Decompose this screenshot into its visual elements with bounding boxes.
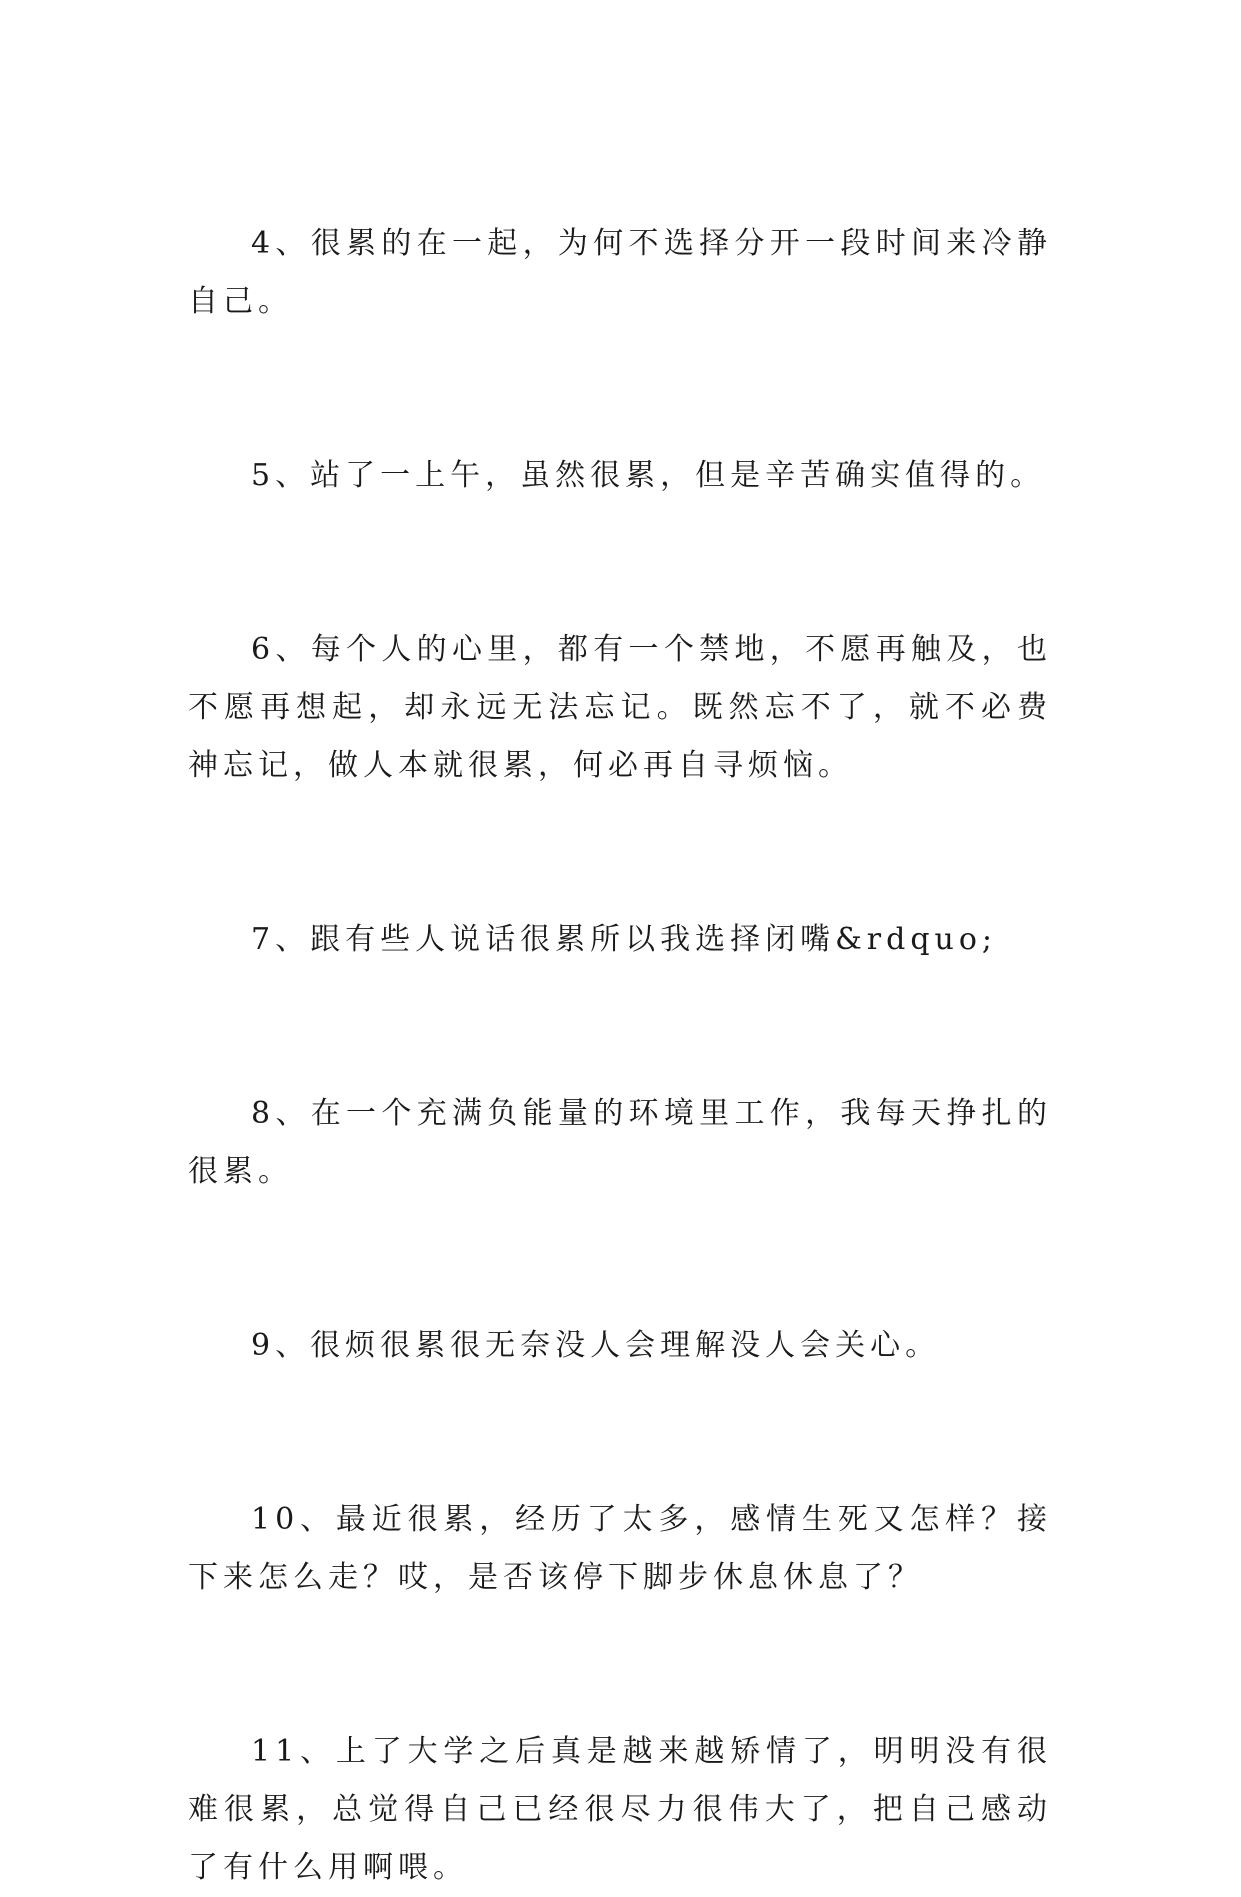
paragraph-8: 8、在一个充满负能量的环境里工作，我每天挣扎的很累。 [188, 1096, 1052, 1189]
document-body [188, 215, 1052, 1897]
paragraph-6: 6、每个人的心里，都有一个禁地，不愿再触及，也不愿再想起，却永远无法忘记。既然忘不了，就不必费神忘记，做人本就很累，何必再自寻烦恼。 [188, 632, 1052, 783]
paragraph-10: 10、最近很累，经历了太多，感情生死又怎样？接下来怎么走？哎，是否该停下脚步休息休息了？ [188, 1502, 1052, 1595]
paragraph-9: 9、很烦很累很无奈没人会理解没人会关心。 [251, 1328, 941, 1363]
paragraph-5: 5、站了一上午，虽然很累，但是辛苦确实值得的。 [251, 458, 1046, 493]
paragraph-7: 7、跟有些人说话很累所以我选择闭嘴&rdquo; [251, 922, 998, 957]
paragraph-11: 11、上了大学之后真是越来越矫情了，明明没有很难很累，总觉得自己已经很尽力很伟大了，把自己感动了有什么用啊喂。 [188, 1734, 1052, 1885]
paragraph-4: 4、很累的在一起，为何不选择分开一段时间来冷静自己。 [188, 226, 1052, 319]
